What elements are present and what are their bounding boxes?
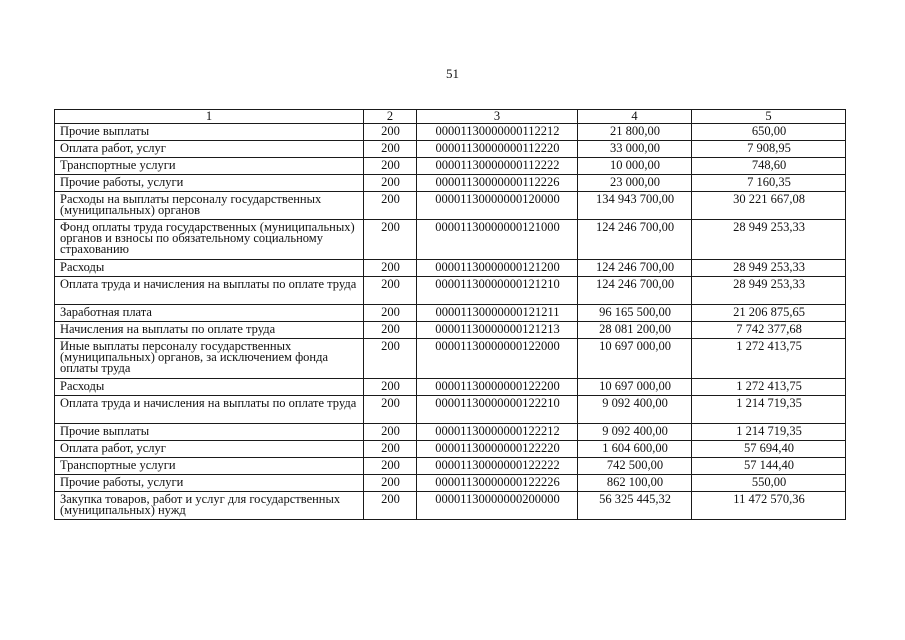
approved-amount-cell: 9 092 400,00 [578, 424, 692, 441]
item-name-cell: Расходы [55, 379, 364, 396]
item-name-cell: Оплата труда и начисления на выплаты по оплате труда [55, 396, 364, 424]
budget-code-prefix-cell: 200 [364, 458, 417, 475]
item-name-cell: Оплата работ, услуг [55, 141, 364, 158]
approved-amount-cell: 21 800,00 [578, 124, 692, 141]
executed-amount-cell: 57 694,40 [692, 441, 846, 458]
budget-execution-table [54, 109, 846, 520]
item-name-cell: Транспортные услуги [55, 458, 364, 475]
item-name-cell: Расходы [55, 260, 364, 277]
budget-code-prefix-cell: 200 [364, 260, 417, 277]
executed-amount-cell: 748,60 [692, 158, 846, 175]
table-row [55, 305, 846, 322]
item-name-cell: Иные выплаты персоналу государственных (муниципальных) органов, за исключением фонда оплаты труда [55, 339, 364, 379]
budget-code-prefix-cell: 200 [364, 124, 417, 141]
classification-code-cell: 00001130000000120000 [417, 192, 578, 220]
budget-code-prefix-cell: 200 [364, 441, 417, 458]
table-row [55, 141, 846, 158]
budget-code-prefix-cell: 200 [364, 424, 417, 441]
classification-code-cell: 00001130000000122222 [417, 458, 578, 475]
approved-amount-cell: 124 246 700,00 [578, 220, 692, 260]
item-name-cell: Фонд оплаты труда государственных (муниципальных) органов и взносы по обязательному социальному страхованию [55, 220, 364, 260]
classification-code-cell: 00001130000000121000 [417, 220, 578, 260]
classification-code-cell: 00001130000000121210 [417, 277, 578, 305]
executed-amount-cell: 30 221 667,08 [692, 192, 846, 220]
approved-amount-cell: 134 943 700,00 [578, 192, 692, 220]
item-name-cell: Оплата работ, услуг [55, 441, 364, 458]
classification-code-cell: 00001130000000121200 [417, 260, 578, 277]
table-row [55, 441, 846, 458]
classification-code-cell: 00001130000000122200 [417, 379, 578, 396]
classification-code-cell: 00001130000000200000 [417, 492, 578, 520]
classification-code-cell: 00001130000000112222 [417, 158, 578, 175]
classification-code-cell: 00001130000000122220 [417, 441, 578, 458]
budget-code-prefix-cell: 200 [364, 192, 417, 220]
classification-code-cell: 00001130000000122212 [417, 424, 578, 441]
budget-code-prefix-cell: 200 [364, 322, 417, 339]
classification-code-cell: 00001130000000122226 [417, 475, 578, 492]
executed-amount-cell: 1 272 413,75 [692, 379, 846, 396]
approved-amount-cell: 96 165 500,00 [578, 305, 692, 322]
table-row [55, 492, 846, 520]
page-number: 51 [446, 66, 459, 81]
table-body [55, 124, 846, 520]
approved-amount-cell: 742 500,00 [578, 458, 692, 475]
item-name-cell: Прочие работы, услуги [55, 475, 364, 492]
approved-amount-cell: 124 246 700,00 [578, 260, 692, 277]
table-row [55, 396, 846, 424]
budget-code-prefix-cell: 200 [364, 379, 417, 396]
table-row [55, 124, 846, 141]
column-header-5: 5 [692, 110, 846, 124]
column-header-4: 4 [578, 110, 692, 124]
table-row [55, 277, 846, 305]
budget-code-prefix-cell: 200 [364, 475, 417, 492]
budget-code-prefix-cell: 200 [364, 339, 417, 379]
approved-amount-cell: 9 092 400,00 [578, 396, 692, 424]
approved-amount-cell: 10 697 000,00 [578, 339, 692, 379]
classification-code-cell: 00001130000000112226 [417, 175, 578, 192]
executed-amount-cell: 7 908,95 [692, 141, 846, 158]
item-name-cell: Заработная плата [55, 305, 364, 322]
table-row [55, 424, 846, 441]
approved-amount-cell: 124 246 700,00 [578, 277, 692, 305]
executed-amount-cell: 550,00 [692, 475, 846, 492]
table-row [55, 175, 846, 192]
executed-amount-cell: 21 206 875,65 [692, 305, 846, 322]
column-header-1: 1 [55, 110, 364, 124]
item-name-cell: Расходы на выплаты персоналу государственных (муниципальных) органов [55, 192, 364, 220]
approved-amount-cell: 23 000,00 [578, 175, 692, 192]
classification-code-cell: 00001130000000121211 [417, 305, 578, 322]
budget-code-prefix-cell: 200 [364, 277, 417, 305]
classification-code-cell: 00001130000000122000 [417, 339, 578, 379]
item-name-cell: Начисления на выплаты по оплате труда [55, 322, 364, 339]
table-row [55, 475, 846, 492]
column-header-3: 3 [417, 110, 578, 124]
classification-code-cell: 00001130000000121213 [417, 322, 578, 339]
table-row [55, 260, 846, 277]
classification-code-cell: 00001130000000122210 [417, 396, 578, 424]
column-header-2: 2 [364, 110, 417, 124]
classification-code-cell: 00001130000000112212 [417, 124, 578, 141]
approved-amount-cell: 1 604 600,00 [578, 441, 692, 458]
item-name-cell: Прочие работы, услуги [55, 175, 364, 192]
item-name-cell: Прочие выплаты [55, 124, 364, 141]
executed-amount-cell: 57 144,40 [692, 458, 846, 475]
executed-amount-cell: 28 949 253,33 [692, 220, 846, 260]
budget-code-prefix-cell: 200 [364, 158, 417, 175]
executed-amount-cell: 28 949 253,33 [692, 277, 846, 305]
table-row [55, 192, 846, 220]
table-row [55, 339, 846, 379]
approved-amount-cell: 33 000,00 [578, 141, 692, 158]
budget-code-prefix-cell: 200 [364, 492, 417, 520]
approved-amount-cell: 28 081 200,00 [578, 322, 692, 339]
budget-code-prefix-cell: 200 [364, 220, 417, 260]
executed-amount-cell: 1 214 719,35 [692, 424, 846, 441]
table-row [55, 458, 846, 475]
executed-amount-cell: 7 160,35 [692, 175, 846, 192]
budget-code-prefix-cell: 200 [364, 141, 417, 158]
executed-amount-cell: 28 949 253,33 [692, 260, 846, 277]
executed-amount-cell: 11 472 570,36 [692, 492, 846, 520]
budget-code-prefix-cell: 200 [364, 175, 417, 192]
executed-amount-cell: 1 272 413,75 [692, 339, 846, 379]
approved-amount-cell: 10 697 000,00 [578, 379, 692, 396]
budget-code-prefix-cell: 200 [364, 305, 417, 322]
executed-amount-cell: 7 742 377,68 [692, 322, 846, 339]
table-row [55, 158, 846, 175]
executed-amount-cell: 650,00 [692, 124, 846, 141]
budget-code-prefix-cell: 200 [364, 396, 417, 424]
table-header-row [55, 110, 846, 124]
item-name-cell: Закупка товаров, работ и услуг для государственных (муниципальных) нужд [55, 492, 364, 520]
item-name-cell: Оплата труда и начисления на выплаты по оплате труда [55, 277, 364, 305]
executed-amount-cell: 1 214 719,35 [692, 396, 846, 424]
table-row [55, 379, 846, 396]
table-row [55, 322, 846, 339]
classification-code-cell: 00001130000000112220 [417, 141, 578, 158]
approved-amount-cell: 56 325 445,32 [578, 492, 692, 520]
item-name-cell: Транспортные услуги [55, 158, 364, 175]
approved-amount-cell: 10 000,00 [578, 158, 692, 175]
table-row [55, 220, 846, 260]
approved-amount-cell: 862 100,00 [578, 475, 692, 492]
item-name-cell: Прочие выплаты [55, 424, 364, 441]
